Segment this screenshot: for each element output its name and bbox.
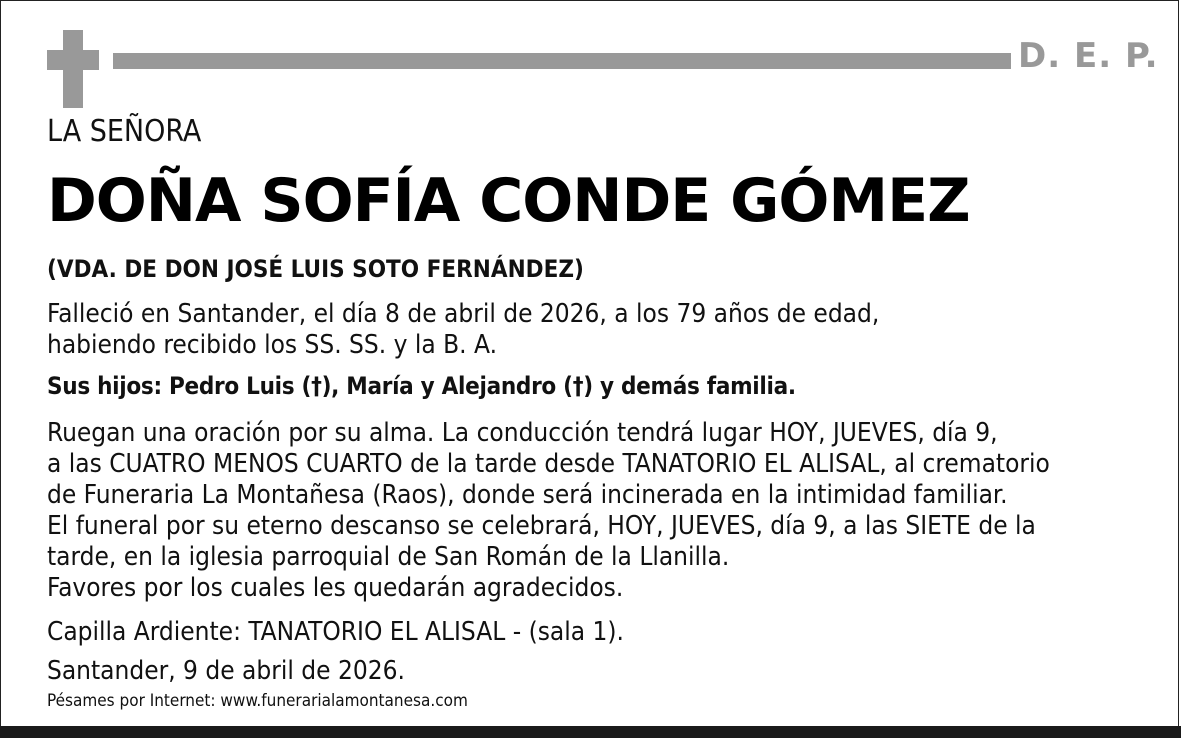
deceased-name: DOÑA SOFÍA CONDE GÓMEZ bbox=[47, 166, 970, 236]
death-notice bbox=[47, 299, 879, 361]
header-rule bbox=[113, 53, 1011, 69]
prayer-line: Ruegan una oración por su alma. La conducción tendrá lugar HOY, JUEVES, día 9, bbox=[47, 418, 998, 448]
bottom-bar bbox=[0, 726, 1181, 738]
date-line: Santander, 9 de abril de 2026. bbox=[47, 656, 405, 686]
honorific: LA SEÑORA bbox=[47, 114, 202, 149]
death-notice-line: habiendo recibido los SS. SS. y la B. A. bbox=[47, 330, 497, 360]
prayer-line: tarde, en la iglesia parroquial de San Román de la Llanilla. bbox=[47, 542, 730, 572]
chapel-line: Capilla Ardiente: TANATORIO EL ALISAL - (sala 1). bbox=[47, 617, 624, 647]
cross-icon bbox=[47, 30, 99, 108]
prayer-line: El funeral por su eterno descanso se celebrará, HOY, JUEVES, día 9, a las SIETE de la bbox=[47, 511, 1036, 541]
prayer-line: Favores por los cuales les quedarán agradecidos. bbox=[47, 573, 624, 603]
widow-of: (VDA. DE DON JOSÉ LUIS SOTO FERNÁNDEZ) bbox=[47, 255, 584, 283]
prayer-line: a las CUATRO MENOS CUARTO de la tarde desde TANATORIO EL ALISAL, al crematorio bbox=[47, 449, 1050, 479]
condolences-link[interactable]: Pésames por Internet: www.funerarialamontanesa.com bbox=[47, 691, 468, 711]
family-line: Sus hijos: Pedro Luis (†), María y Alejandro (†) y demás familia. bbox=[47, 372, 796, 400]
prayer-paragraph bbox=[47, 418, 1050, 604]
dep-label: D. E. P. bbox=[1018, 36, 1159, 76]
death-notice-line: Falleció en Santander, el día 8 de abril de 2026, a los 79 años de edad, bbox=[47, 299, 880, 329]
prayer-line: de Funeraria La Montañesa (Raos), donde será incinerada en la intimidad familiar. bbox=[47, 480, 1008, 510]
